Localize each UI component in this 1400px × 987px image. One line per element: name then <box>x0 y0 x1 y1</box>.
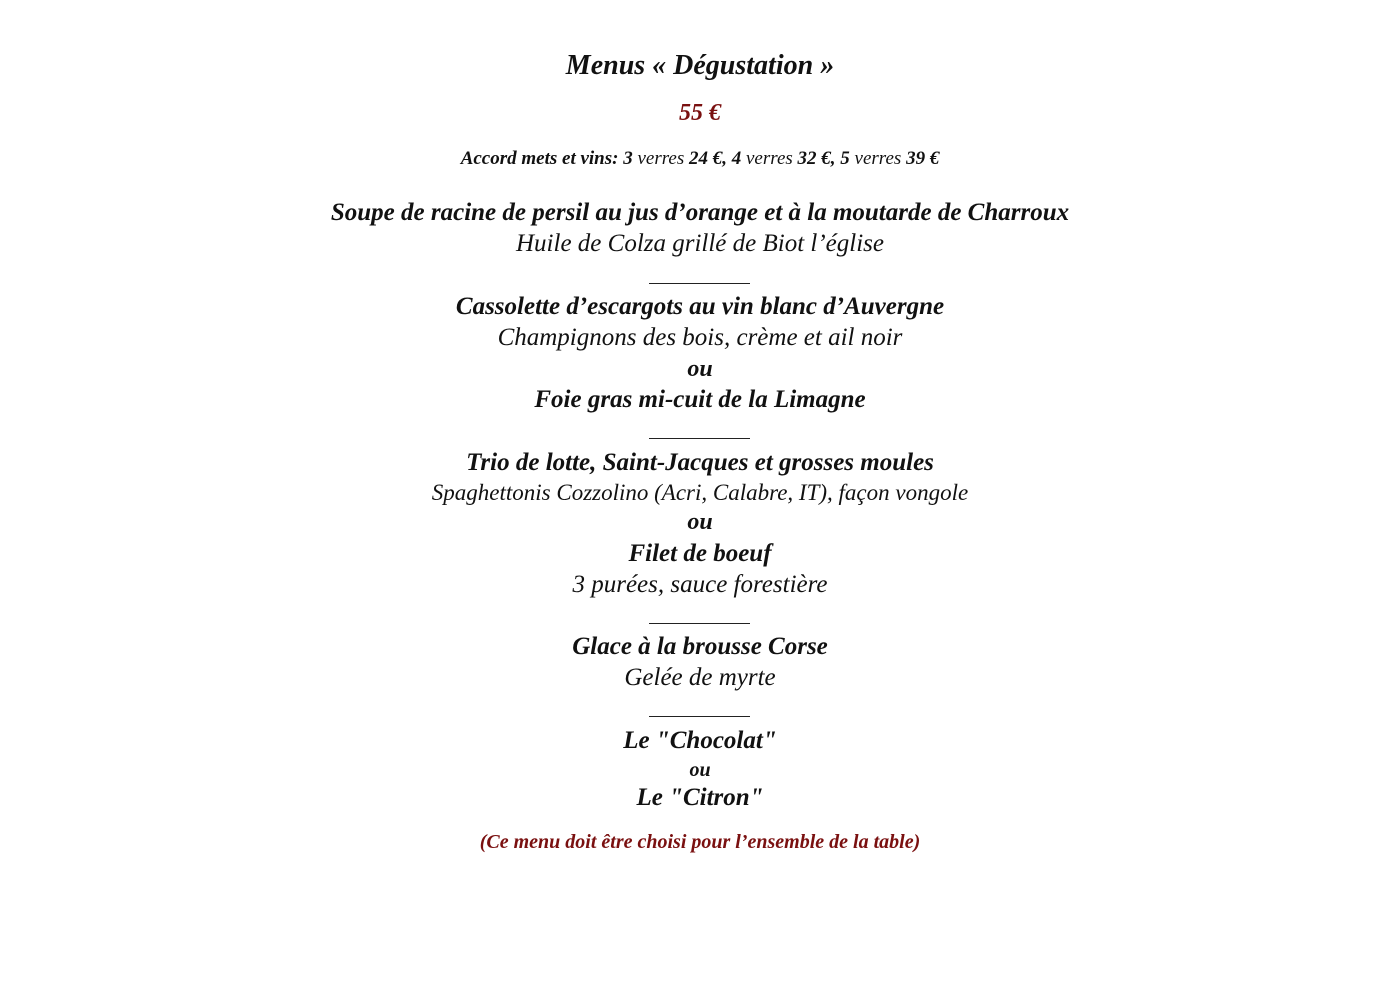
course-separator <box>649 623 750 624</box>
course2-dish-b: Foie gras mi-cuit de la Limagne <box>534 386 866 413</box>
course1-dish: Soupe de racine de persil au jus d’orange et à la moutarde de Charroux <box>330 199 1070 226</box>
course1-desc: Huile de Colza grillé de Biot l’église <box>516 230 884 257</box>
course5-dish-a: Le "Chocolat" <box>623 727 777 754</box>
menu-price: 55 € <box>679 100 721 126</box>
course-separator <box>649 283 750 284</box>
pairing-opt1-word: verres <box>637 148 685 169</box>
pairing-label: Accord mets et vins: <box>460 148 619 169</box>
course3-dish-a: Trio de lotte, Saint-Jacques et grosses moules <box>466 449 934 476</box>
pairing-opt2-price: 32 €, <box>797 148 836 169</box>
pairing-opt2-num: 4 <box>731 148 742 169</box>
pairing-opt3-price: 39 € <box>906 148 940 169</box>
course3-dish-b: Filet de boeuf <box>628 540 772 567</box>
course4-desc: Gelée de myrte <box>624 664 776 691</box>
course4-dish: Glace à la brousse Corse <box>572 633 828 660</box>
course3-desc-a: Spaghettonis Cozzolino (Acri, Calabre, IT), façon vongole <box>431 480 969 505</box>
menu-title: Menus « Dégustation » <box>565 50 835 81</box>
course2-or: ou <box>687 356 713 382</box>
table-note: (Ce menu doit être choisi pour l’ensemble de la table) <box>479 831 921 853</box>
course2-desc-a: Champignons des bois, crème et ail noir <box>497 324 903 351</box>
pairing-opt2-word: verres <box>746 148 793 169</box>
course-separator <box>649 438 750 439</box>
pairing-opt1-price: 24 €, <box>689 148 727 169</box>
pairing-opt1-num: 3 <box>623 148 633 169</box>
course2-dish-a: Cassolette d’escargots au vin blanc d’Auvergne <box>455 293 945 320</box>
course5-dish-b: Le "Citron" <box>636 784 764 811</box>
pairing-opt3-word: verres <box>854 148 902 169</box>
course3-or: ou <box>687 509 713 535</box>
pairing-opt3-num: 5 <box>840 148 850 169</box>
course5-or: ou <box>689 759 711 781</box>
course3-desc-b: 3 purées, sauce forestière <box>572 571 828 598</box>
course-separator <box>649 716 750 717</box>
wine-pairing-line <box>0 148 1400 170</box>
